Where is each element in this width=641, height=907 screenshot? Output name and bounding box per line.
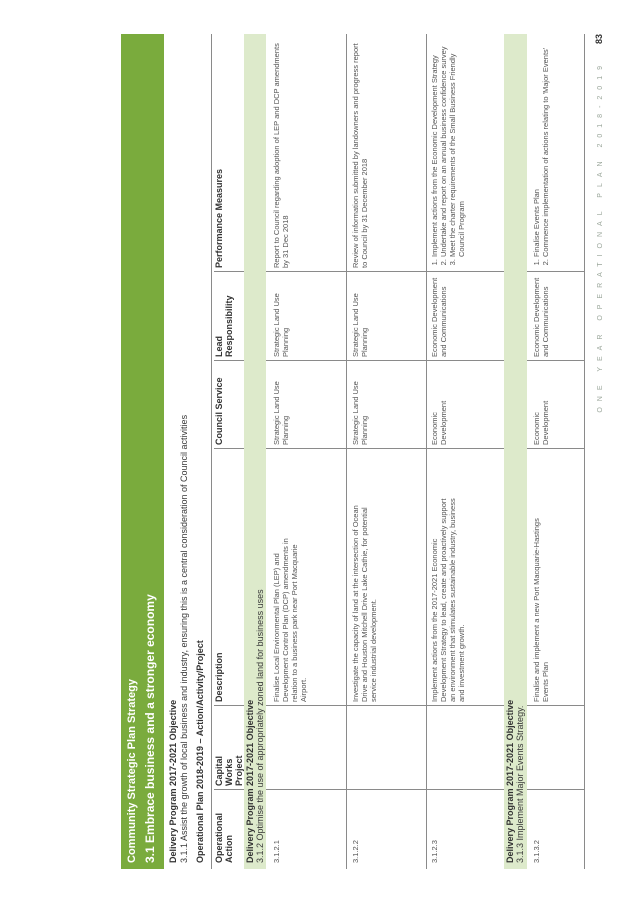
column-rule [214,705,244,706]
section-objective-text: 3.1.3 Implement Major Events Strategy. [515,705,525,863]
column-rule [266,360,504,361]
measure-item: 2. Undertake and report on an annual business confidence survey [439,40,448,257]
measure-item: 3. Meet the charter requirements of the Small Business Friendly Council Program [448,40,466,257]
row-measures [430,40,466,268]
col-header-description: Description [214,652,224,702]
column-rule [266,448,504,449]
row-action: 3.1.2.3 [430,840,439,863]
row-action: 3.1.2.2 [351,840,360,863]
column-rule [527,705,584,706]
row-service: Economic Development [430,400,448,445]
section-objective-label: Delivery Program 2017-2021 Objective [245,699,255,863]
column-rule [266,705,504,706]
row-service: Economic Development [532,400,550,445]
section-objective [245,589,265,863]
row-measure: Report to Council regarding adoption of LEP and DCP amendments by 31 Dec 2018 [272,43,290,268]
column-rule [527,448,584,449]
row-divider [346,34,347,869]
row-lead: Economic Development and Communications [430,277,448,357]
page-footer [594,34,608,869]
delivery-objective-label: Delivery Program 2017-2021 Objective [168,699,178,863]
banner-subtitle: 3.1 Embrace business and a stronger economy [143,594,157,863]
table-top-rule [211,34,212,869]
column-rule [214,789,244,790]
row-description: Investigate the capacity of land at the intersection of Ocean Drive and Houston Mitchell Drive Lake Cathie, for potential service industrial development. [351,505,378,702]
col-header-measures: Performance Measures [214,168,224,268]
measure-item: 2. Commence implementation of actions relating to 'Major Events' [541,40,550,257]
row-measures [532,40,550,268]
rotated-page [121,34,616,869]
measure-item: 1. Implement actions from the Economic Development Strategy [430,40,439,257]
column-rule [266,271,504,272]
column-rule [266,789,504,790]
strategy-banner [121,34,164,869]
row-lead: Economic Development and Communications [532,277,550,357]
col-header-service: Council Service [214,377,224,445]
row-description: Finalise and implement a new Port Macquarie-Hastings Events Plan [532,518,550,702]
section-objective-label: Delivery Program 2017-2021 Objective [505,699,515,863]
col-header-capital: Capital Works Project [214,755,244,786]
measure-item: 1. Finalise Events Plan [532,40,541,257]
col-header-lead: Lead Responsibility [214,295,234,357]
row-divider [426,34,427,869]
footer-text: ONE YEAR OPERATIONAL PLAN 2018-2019 [597,60,604,413]
row-description: Finalise Local Environmental Plan (LEP) and Development Control Plan (DCP) amendments in relation to a business park near Port Macquarie Airport. [272,538,308,702]
column-rule [527,271,584,272]
row-action: 3.1.3.2 [532,840,541,863]
section-objective-text: 3.1.2 Optimise the use of appropriately zoned land for business uses [255,589,265,863]
col-header-action: Operational Action [214,812,234,863]
operational-plan-heading: Operational Plan 2018-2019 – Action/Activity/Project [195,640,205,863]
column-rule [214,360,244,361]
page-number: 83 [594,34,604,45]
row-service: Strategic Land Use Planning [272,381,290,445]
row-description: Implement actions from the 2017-2021 Economic Development Strategy to lead, create and proactively support an environment that stimulates sustainable industry, business and investment growth. [430,498,466,702]
column-rule [214,448,244,449]
delivery-objective [168,415,190,863]
column-rule [527,789,584,790]
row-action: 3.1.2.1 [272,840,281,863]
row-measure: Review of information submitted by landowners and progress report to Council by 31 December 2018 [351,43,369,268]
delivery-objective-text: 3.1.1 Assist the growth of local business and industry, ensuring this is a central consideration of Council activities [179,414,189,863]
banner-title: Community Strategic Plan Strategy [126,679,138,863]
table-bottom-rule [584,34,585,869]
section-objective [505,700,525,863]
row-service: Strategic Land Use Planning [351,381,369,445]
column-rule [527,360,584,361]
row-lead: Strategic Land Use Planning [272,293,290,357]
column-rule [214,271,244,272]
row-lead: Strategic Land Use Planning [351,293,369,357]
